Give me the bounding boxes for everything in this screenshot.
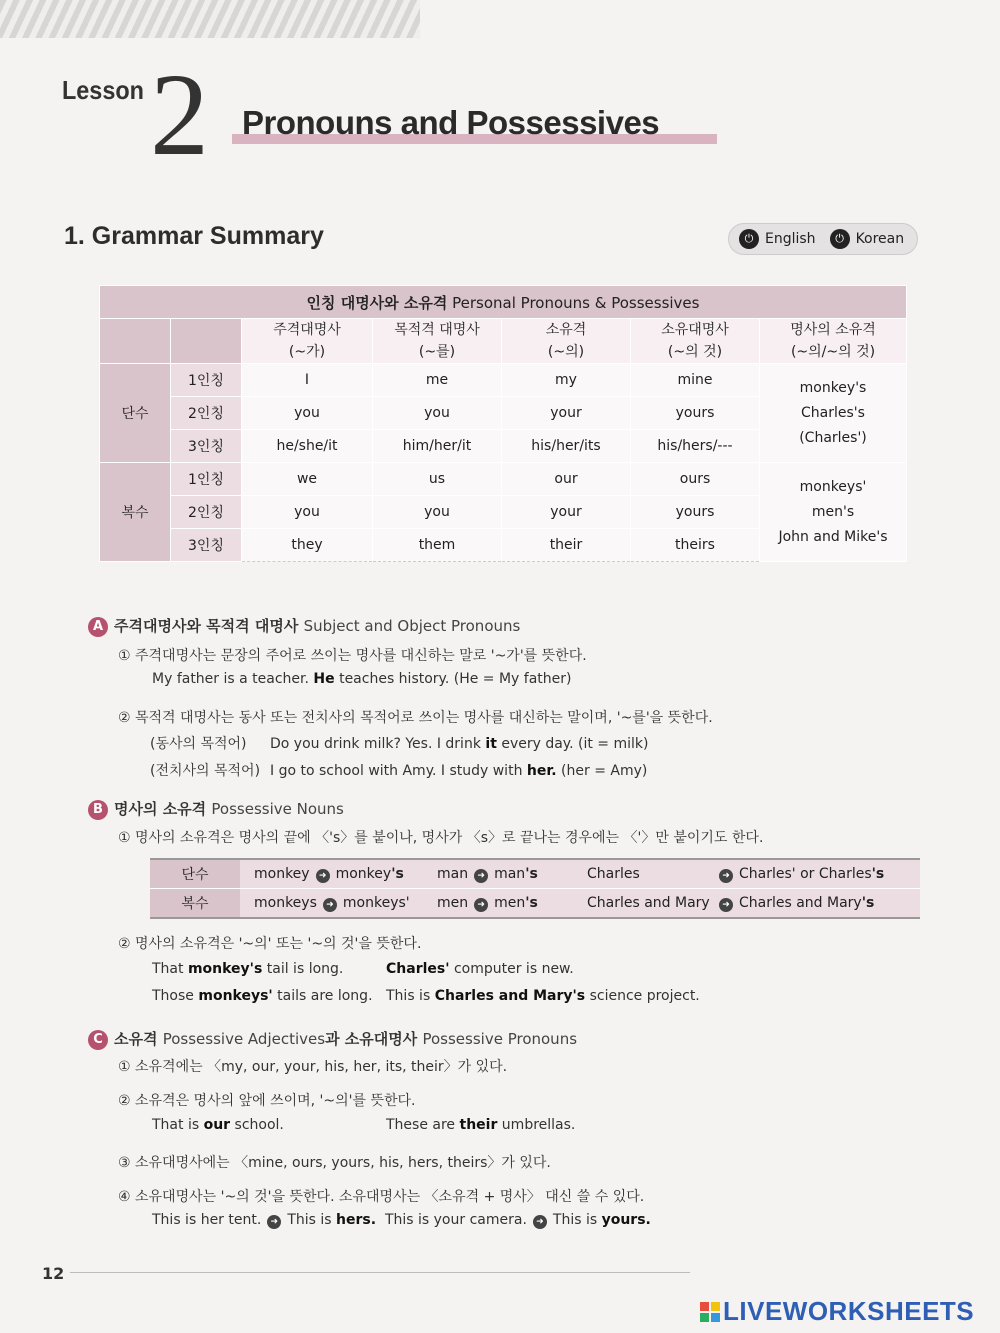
section-c-example-3: This is her tent. ➜ This is hers. This is your camera. ➜ This is yours. <box>152 1212 651 1228</box>
section-a-title: A 주격대명사와 목적격 대명사 Subject and Object Pronouns <box>88 615 520 637</box>
table-cell: me <box>373 364 502 397</box>
english-audio-label[interactable]: English <box>765 231 816 247</box>
section-c-rule-4: ④ 소유대명사는 '~의 것'을 뜻한다. 소유대명사는 〈소유격 + 명사〉 대신 쓸 수 있다. <box>118 1189 645 1205</box>
liveworksheets-icon <box>700 1302 720 1322</box>
arrow-icon: ➜ <box>533 1215 547 1229</box>
section-c-title: C 소유격 Possessive Adjectives과 소유대명사 Possessive Pronouns <box>88 1028 577 1050</box>
table-caption: 인칭 대명사와 소유격 Personal Pronouns & Possessives <box>100 286 907 319</box>
table-cell: them <box>373 529 502 562</box>
section-a-example-1: My father is a teacher. He teaches history. (He = My father) <box>152 671 572 687</box>
table-cell: they <box>242 529 373 562</box>
person-label: 3인칭 <box>171 529 242 562</box>
noun-item: monkey ➜ monkey's <box>254 865 404 882</box>
section-b-example-3: Those monkeys' tails are long. <box>152 988 373 1004</box>
footer-divider <box>70 1272 690 1273</box>
badge-c: C <box>88 1030 108 1050</box>
person-label: 3인칭 <box>171 430 242 463</box>
lesson-number: 2 <box>150 49 209 180</box>
lesson-label: Lesson <box>62 75 144 105</box>
singular-row <box>150 860 920 888</box>
noun-item: Charles ➜ Charles' or Charles's <box>587 865 885 882</box>
section-b-rule-1: ① 명사의 소유격은 명사의 끝에 〈's〉를 붙이나, 명사가 〈s〉로 끝나는 경우에는 〈'〉만 붙이기도 한다. <box>118 830 764 846</box>
table-cell: theirs <box>631 529 760 562</box>
section-title: 1. Grammar Summary <box>64 222 324 250</box>
section-a-rule-1: ① 주격대명사는 문장의 주어로 쓰이는 명사를 대신하는 말로 '~가'를 뜻한다. <box>118 648 587 664</box>
korean-audio-label[interactable]: Korean <box>855 231 905 247</box>
person-label: 1인칭 <box>171 463 242 496</box>
noun-item: monkeys ➜ monkeys' <box>254 894 410 911</box>
page-number: 12 <box>42 1264 65 1283</box>
table-cell: you <box>242 397 373 430</box>
table-cell: my <box>502 364 631 397</box>
table-cell: I <box>242 364 373 397</box>
arrow-icon: ➜ <box>323 898 337 912</box>
korean-audio-icon[interactable]: ⏻ <box>830 229 850 249</box>
badge-a: A <box>88 617 108 637</box>
arrow-icon: ➜ <box>719 869 733 883</box>
table-cell: his/her/its <box>502 430 631 463</box>
section-b-title: B 명사의 소유격 Possessive Nouns <box>88 798 344 820</box>
pronoun-table <box>99 285 907 562</box>
audio-toggle <box>728 223 918 255</box>
header-subject: 주격대명사 (~가) <box>242 319 373 364</box>
arrow-icon: ➜ <box>316 869 330 883</box>
english-audio-icon[interactable]: ⏻ <box>739 229 759 249</box>
table-cell: you <box>373 397 502 430</box>
table-cell: his/hers/--- <box>631 430 760 463</box>
section-a-example-2: (동사의 목적어) Do you drink milk? Yes. I drink it every day. (it = milk) <box>150 736 649 752</box>
person-label: 2인칭 <box>171 397 242 430</box>
table-cell: yours <box>631 397 760 430</box>
lesson-title: Pronouns and Possessives <box>242 104 660 141</box>
table-cell: your <box>502 397 631 430</box>
table-cell: mine <box>631 364 760 397</box>
arrow-icon: ➜ <box>719 898 733 912</box>
row-label: 단수 <box>150 860 240 888</box>
table-cell: their <box>502 529 631 562</box>
arrow-icon: ➜ <box>267 1215 281 1229</box>
arrow-icon: ➜ <box>474 869 488 883</box>
table-cell: he/she/it <box>242 430 373 463</box>
table-cell: your <box>502 496 631 529</box>
table-cell: our <box>502 463 631 496</box>
singular-label: 단수 <box>100 364 171 463</box>
table-cell: us <box>373 463 502 496</box>
section-c-rule-1: ① 소유격에는 〈my, our, your, his, her, its, their〉가 있다. <box>118 1059 508 1075</box>
plural-label: 복수 <box>100 463 171 562</box>
person-label: 1인칭 <box>171 364 242 397</box>
noun-item: Charles and Mary ➜ Charles and Mary's <box>587 894 875 911</box>
liveworksheets-logo: LIVEWORKSHEETS <box>700 1296 974 1327</box>
section-a-rule-2: ② 목적격 대명사는 동사 또는 전치사의 목적어로 쓰이는 명사를 대신하는 말이며, '~를'을 뜻한다. <box>118 710 713 726</box>
singular-noun-possessive: monkey's Charles's (Charles') <box>760 364 907 463</box>
plural-row <box>150 888 920 917</box>
table-cell: you <box>373 496 502 529</box>
header-object: 목적격 대명사 (~를) <box>373 319 502 364</box>
noun-item: man ➜ man's <box>437 865 538 882</box>
row-label: 복수 <box>150 889 240 917</box>
section-b-example-2: Charles' computer is new. <box>386 961 574 977</box>
section-b-example-1: That monkey's tail is long. <box>152 961 344 977</box>
possessive-nouns-table <box>150 858 920 919</box>
header-possessive-pronoun: 소유대명사 (~의 것) <box>631 319 760 364</box>
section-a-example-3: (전치사의 목적어) I go to school with Amy. I study with her. (her = Amy) <box>150 763 648 779</box>
arrow-icon: ➜ <box>474 898 488 912</box>
table-cell: ours <box>631 463 760 496</box>
person-label: 2인칭 <box>171 496 242 529</box>
table-cell: you <box>242 496 373 529</box>
section-c-example-1: That is our school. <box>152 1117 284 1133</box>
table-cell: him/her/it <box>373 430 502 463</box>
plural-noun-possessive: monkeys' men's John and Mike's <box>760 463 907 562</box>
section-b-example-4: This is Charles and Mary's science project. <box>386 988 700 1004</box>
section-c-rule-2: ② 소유격은 명사의 앞에 쓰이며, '~의'를 뜻한다. <box>118 1093 416 1109</box>
badge-b: B <box>88 800 108 820</box>
section-b-rule-2: ② 명사의 소유격은 '~의' 또는 '~의 것'을 뜻한다. <box>118 936 422 952</box>
table-cell: we <box>242 463 373 496</box>
section-c-rule-3: ③ 소유대명사에는 〈mine, ours, yours, his, hers, theirs〉가 있다. <box>118 1155 551 1171</box>
header-decoration <box>0 0 420 38</box>
section-c-example-2: These are their umbrellas. <box>386 1117 576 1133</box>
header-possessive: 소유격 (~의) <box>502 319 631 364</box>
noun-item: men ➜ men's <box>437 894 538 911</box>
header-noun-possessive: 명사의 소유격 (~의/~의 것) <box>760 319 907 364</box>
table-cell: yours <box>631 496 760 529</box>
